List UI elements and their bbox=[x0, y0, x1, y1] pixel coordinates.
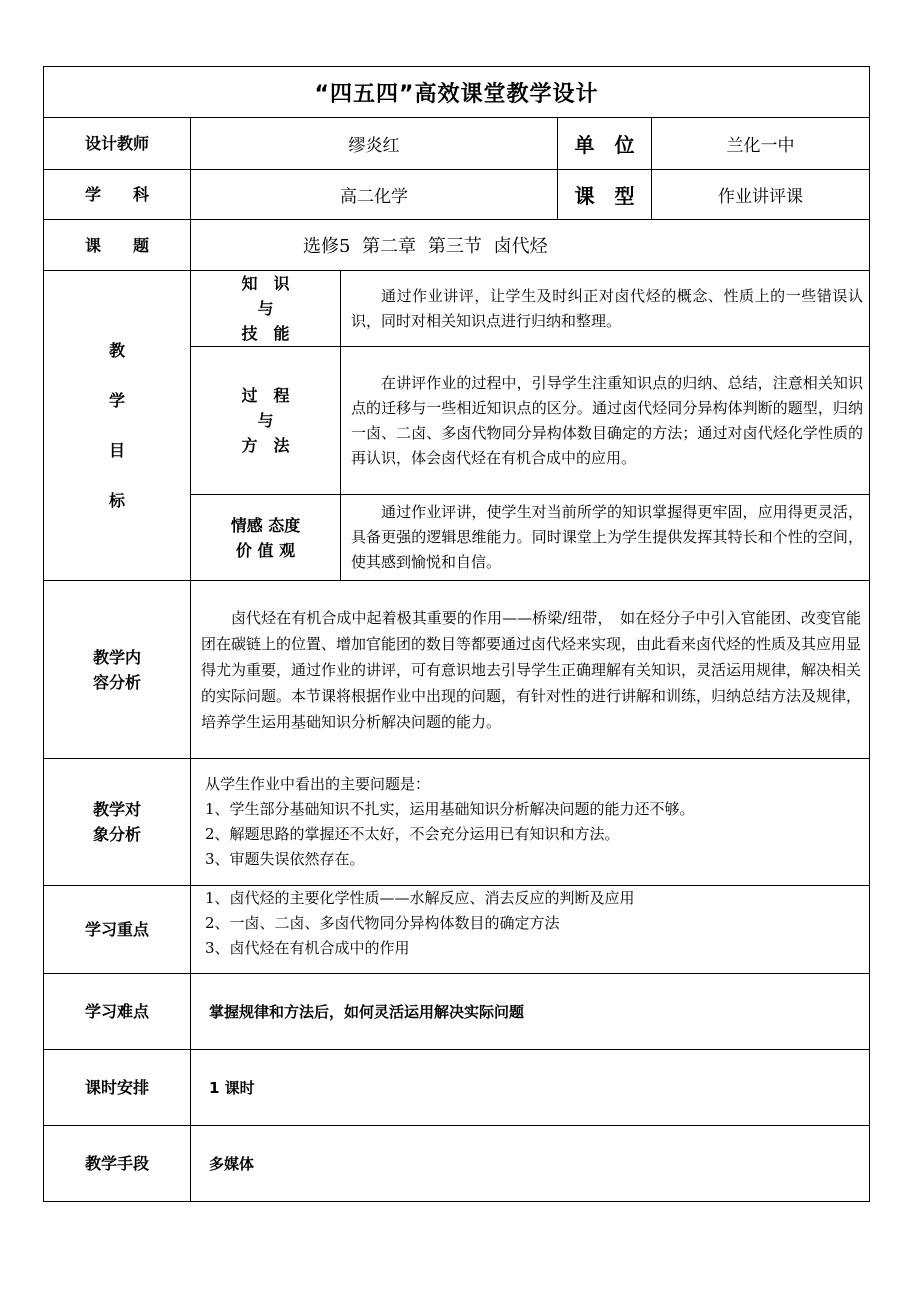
schedule-label: 课时安排 bbox=[44, 1050, 191, 1126]
content-analysis-text: 卤代烃在有机合成中起着极其重要的作用——桥梁/纽带， 如在烃分子中引入官能团、改变官能团在碳链上的位置、增加官能团的数目等都要通过卤代烃来实现，由此看来卤代烃的性质及其应用显得尤为重要，通过作业的讲评，可有意识地去引导学生正确理解有关知识，灵活运用规律，解决相关的实际问题。本节课将根据作业中出现的问题，有针对性的进行讲解和训练，归纳总结方法及规律，培养学生运用基础知识分析解决问题的能力。 bbox=[191, 581, 870, 759]
object-analysis-list bbox=[191, 759, 870, 886]
subject-value: 高二化学 bbox=[191, 170, 558, 220]
emotion-label-line: 情感 态度 bbox=[230, 515, 301, 535]
object-label-line: 象分析 bbox=[92, 825, 141, 844]
object-label-line: 教学对 bbox=[92, 800, 141, 819]
knowledge-skills-label bbox=[191, 271, 341, 347]
list-item: 3、审题失误依然存在。 bbox=[205, 850, 365, 868]
list-item: 从学生作业中看出的主要问题是： bbox=[205, 775, 431, 793]
knowledge-skills-text: 通过作业讲评，让学生及时纠正对卤代烃的概念、性质上的一些错误认识，同时对相关知识点进行归纳和整理。 bbox=[341, 271, 870, 347]
objectives-label-char: 学 bbox=[108, 390, 125, 410]
objectives-label bbox=[44, 271, 191, 581]
process-label-line: 方 法 bbox=[241, 436, 290, 455]
process-label-line: 过 程 bbox=[241, 386, 290, 405]
lesson-type-label: 课 型 bbox=[558, 170, 652, 220]
list-item: 1、学生部分基础知识不扎实，运用基础知识分析解决问题的能力还不够。 bbox=[205, 800, 695, 818]
schedule-text: 1 课时 bbox=[191, 1050, 870, 1126]
key-points-label: 学习重点 bbox=[44, 886, 191, 974]
objectives-label-char: 标 bbox=[108, 490, 125, 510]
content-label-line: 教学内 bbox=[92, 647, 141, 667]
topic-value: 选修5 第二章 第三节 卤代烃 bbox=[191, 220, 870, 271]
teacher-value: 缪炎红 bbox=[191, 118, 558, 170]
lesson-type-value: 作业讲评课 bbox=[652, 170, 870, 220]
process-label-line: 与 bbox=[257, 411, 274, 430]
difficulty-label: 学习难点 bbox=[44, 974, 191, 1050]
content-analysis-label bbox=[44, 581, 191, 759]
subject-label: 学 科 bbox=[44, 170, 191, 220]
topic-label: 课 题 bbox=[44, 220, 191, 271]
key-points-list bbox=[191, 886, 870, 974]
knowledge-label-line: 技 能 bbox=[241, 324, 290, 343]
difficulty-text: 掌握规律和方法后，如何灵活运用解决实际问题 bbox=[191, 974, 870, 1050]
lesson-plan-table bbox=[43, 66, 870, 1202]
content-label-line: 容分析 bbox=[92, 672, 141, 692]
list-item: 3、卤代烃在有机合成中的作用 bbox=[205, 939, 410, 957]
means-label: 教学手段 bbox=[44, 1126, 191, 1202]
list-item: 1、卤代烃的主要化学性质——水解反应、消去反应的判断及应用 bbox=[205, 889, 635, 907]
list-item: 2、解题思路的掌握还不太好，不会充分运用已有知识和方法。 bbox=[205, 825, 620, 843]
knowledge-label-line: 与 bbox=[257, 299, 274, 318]
emotion-values-label bbox=[191, 495, 341, 581]
means-text: 多媒体 bbox=[191, 1126, 870, 1202]
knowledge-label-line: 知 识 bbox=[241, 274, 290, 293]
objectives-label-char: 目 bbox=[108, 440, 125, 460]
unit-label: 单 位 bbox=[558, 118, 652, 170]
objectives-label-char: 教 bbox=[108, 340, 125, 360]
unit-value: 兰化一中 bbox=[652, 118, 870, 170]
object-analysis-label bbox=[44, 759, 191, 886]
process-methods-text: 在讲评作业的过程中，引导学生注重知识点的归纳、总结，注意相关知识点的迁移与一些相近知识点的区分。通过卤代烃同分异构体判断的题型，归纳一卤、二卤、多卤代物同分异构体数目确定的方法；通过对卤代烃化学性质的再认识，体会卤代烃在有机合成中的应用。 bbox=[341, 347, 870, 495]
emotion-label-line: 价 值 观 bbox=[235, 540, 296, 560]
teacher-label: 设计教师 bbox=[44, 118, 191, 170]
list-item: 2、一卤、二卤、多卤代物同分异构体数目的确定方法 bbox=[205, 914, 560, 932]
document-title: “四五四”高效课堂教学设计 bbox=[44, 67, 870, 118]
emotion-values-text: 通过作业评讲，使学生对当前所学的知识掌握得更牢固，应用得更灵活，具备更强的逻辑思维能力。同时课堂上为学生提供发挥其特长和个性的空间，使其感到愉悦和自信。 bbox=[341, 495, 870, 581]
process-methods-label bbox=[191, 347, 341, 495]
